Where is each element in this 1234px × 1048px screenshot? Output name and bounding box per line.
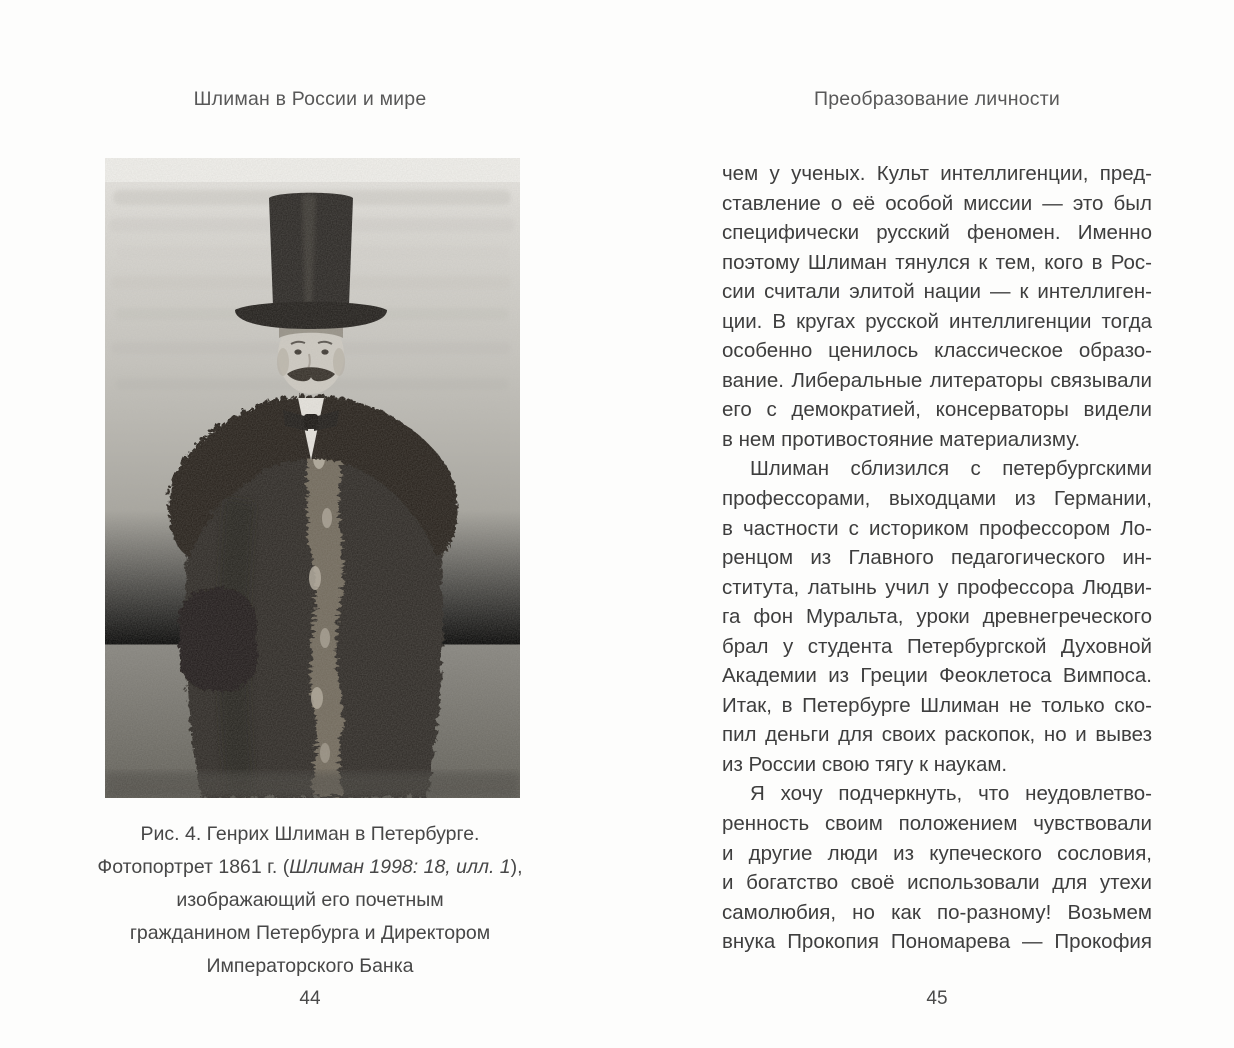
text-line: вание. Либеральные литераторы связывали bbox=[722, 368, 1152, 392]
text-line: в частности с историком профессором Ло- bbox=[722, 516, 1152, 540]
text-line: ставление о её особой миссии — это был bbox=[722, 191, 1152, 215]
text-line: га фон Муральта, уроки древнегреческого bbox=[722, 605, 1152, 629]
running-header-left: Шлиман в России и мире bbox=[193, 88, 427, 110]
caption-line bbox=[80, 851, 540, 884]
text-line: Я хочу подчеркнуть, что неудовлетво- bbox=[750, 782, 1152, 806]
text-line: в нем противостояние материализму. bbox=[722, 427, 1081, 451]
caption-line: Рис. 4. Генрих Шлиман в Петербурге. bbox=[140, 823, 480, 845]
running-header-right: Преобразование личности bbox=[814, 88, 1060, 110]
text-line: пил деньги для своих раскопок, но и вывез bbox=[722, 723, 1152, 747]
photo-canvas bbox=[105, 158, 520, 798]
text-line: и другие люди из купеческого сословия, bbox=[722, 841, 1152, 865]
schliemann-photo bbox=[105, 158, 520, 798]
caption-citation: Шлиман 1998: 18, илл. 1 bbox=[289, 856, 511, 878]
text-line: специфически русский феномен. Именно bbox=[722, 221, 1152, 245]
caption-line: изображающий его почетным bbox=[176, 889, 444, 911]
text-line: ститута, латынь учил у профессора Людви- bbox=[722, 575, 1152, 599]
text-line: ции. В кругах русской интеллигенции тогда bbox=[722, 309, 1152, 333]
text-line: Итак, в Петербурге Шлиман не только ско- bbox=[722, 693, 1152, 717]
page-number-left: 44 bbox=[299, 988, 321, 1009]
text-line: Академии из Греции Феоклетоса Вимпоса. bbox=[722, 664, 1152, 688]
text-line: профессорами, выходцами из Германии, bbox=[722, 487, 1152, 511]
caption-text: Фотопортрет 1861 г. ( bbox=[97, 856, 290, 878]
caption-line: Императорского Банка bbox=[206, 955, 414, 977]
text-line: самолюбия, но как по-разному! Возьмем bbox=[722, 900, 1152, 924]
photo-grain bbox=[105, 158, 520, 798]
caption-line: гражданином Петербурга и Директором bbox=[129, 922, 491, 944]
text-line: поэтому Шлиман тянулся к тем, кого в Рос- bbox=[722, 250, 1152, 274]
text-line: его с демократией, консерваторы видели bbox=[722, 398, 1152, 422]
body-text-column bbox=[722, 159, 1152, 957]
text-line: чем у ученых. Культ интеллигенции, пред- bbox=[722, 162, 1152, 185]
text-line: и богатство своё использовали для утехи bbox=[722, 871, 1152, 895]
caption-text: ), bbox=[510, 856, 523, 878]
text-line: ренцом из Главного педагогического ин- bbox=[722, 546, 1152, 570]
text-line: брал у студента Петербургской Духовной bbox=[722, 634, 1152, 658]
text-line: Шлиман сблизился с петербургскими bbox=[750, 457, 1152, 481]
text-line: сии считали элитой нации — к интеллиген- bbox=[722, 280, 1152, 304]
page-number-right: 45 bbox=[926, 988, 948, 1009]
text-line: из России свою тягу к наукам. bbox=[722, 752, 1008, 776]
text-line: внука Прокопия Пономарева — Прокофия bbox=[722, 930, 1152, 954]
text-line: ренность своим положением чувствовали bbox=[722, 812, 1152, 836]
figure-caption bbox=[80, 818, 540, 983]
text-line: особенно ценилось классическое образо- bbox=[722, 339, 1152, 363]
